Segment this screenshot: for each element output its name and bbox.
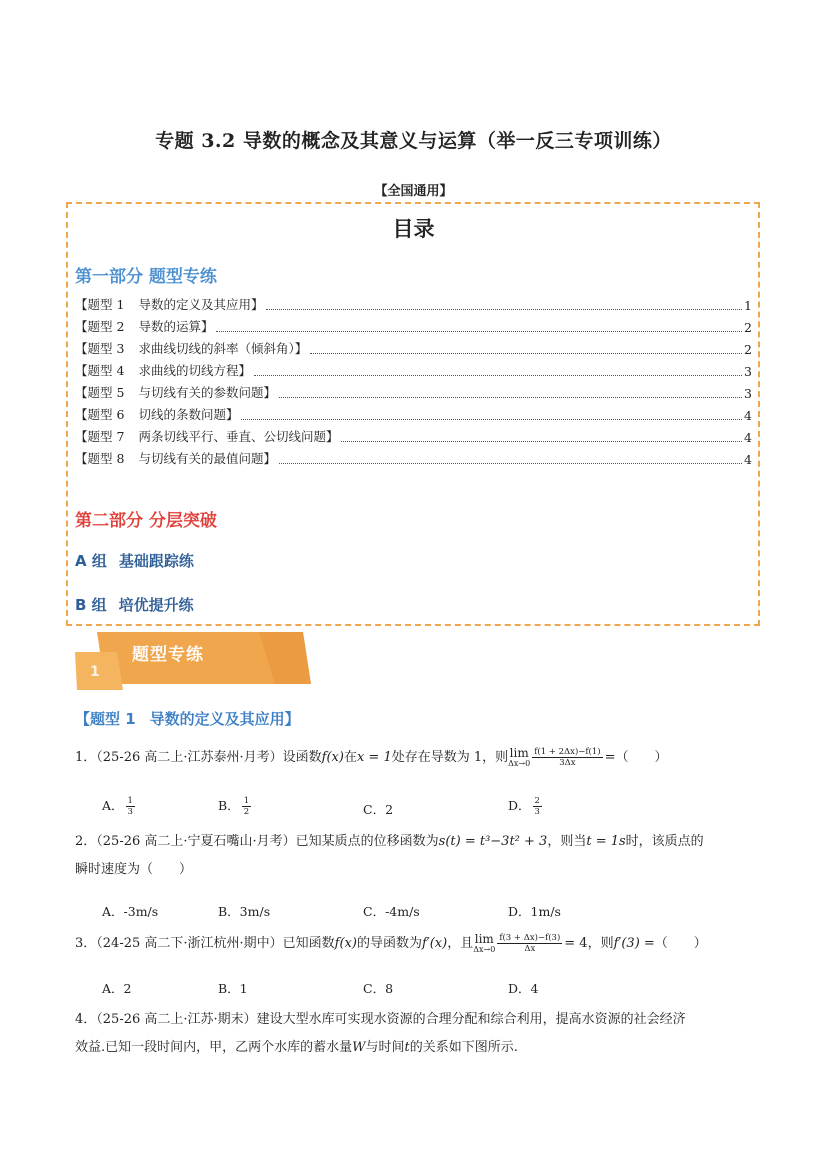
toc-group-b[interactable] (75, 594, 194, 615)
q1-suffix: =（ ） (604, 750, 668, 765)
group-a-text: 基础跟踪练 (118, 552, 194, 570)
q1-cond: x = 1 (356, 750, 392, 765)
toc-item-tag: 【题型 8 (75, 451, 125, 466)
toc-item-text: 与切线有关的参数问题】 (138, 385, 276, 400)
q2-line2: 瞬时速度为（ ） (75, 862, 193, 877)
q3-limit (473, 933, 495, 954)
q1-option-a[interactable] (102, 796, 137, 817)
option-fraction (126, 796, 135, 817)
q3-fp3: f′(3) = (613, 936, 655, 951)
toc-item-page: 2 (744, 320, 752, 335)
q1-fx: f(x) (321, 750, 344, 765)
toc-leader (279, 462, 742, 464)
frac-den: 3 (127, 807, 133, 817)
q4-var-w: W (352, 1040, 366, 1055)
q3-fpx: f′(x) (421, 936, 448, 951)
toc-item-tag: 【题型 6 (75, 407, 125, 422)
toc-leader (310, 352, 742, 354)
q4-line2-c: 的关系如下图所示. (409, 1040, 518, 1055)
toc-item-text: 两条切线平行、垂直、公切线问题】 (138, 429, 339, 444)
question-1 (75, 744, 765, 772)
toc-leader (279, 396, 742, 398)
toc-item[interactable] (75, 339, 752, 357)
q3-fx: f(x) (334, 936, 357, 951)
toc-item-page: 4 (744, 430, 752, 445)
toc-item[interactable] (75, 317, 752, 335)
toc-item[interactable] (75, 427, 752, 445)
toc-item-text: 与切线有关的最值问题】 (138, 451, 276, 466)
q2-cond: t = 1s (586, 834, 626, 849)
toc-item-text: 导数的运算】 (138, 319, 214, 334)
page-title: 专题 3.2 导数的概念及其意义与运算（举一反三专项训练） (155, 130, 672, 152)
q2-option-c[interactable]: C．-4m/s (363, 904, 420, 919)
q2-option-b[interactable]: B．3m/s (218, 904, 271, 919)
q1-option-c[interactable] (363, 800, 393, 818)
q4-var-t: t (404, 1040, 410, 1055)
toc-item[interactable] (75, 449, 752, 467)
toc-item-page: 4 (744, 452, 752, 467)
toc-item-tag: 【题型 3 (75, 341, 125, 356)
toc-heading: 目录 (392, 217, 435, 241)
option-letter: A． (102, 798, 124, 813)
q4-line2-b: 与时间 (365, 1040, 405, 1055)
option-fraction (533, 796, 542, 817)
toc-item-page: 2 (744, 342, 752, 357)
q1-option-b[interactable] (218, 796, 253, 817)
toc-leader (266, 308, 742, 310)
toc-group-a[interactable] (75, 550, 194, 571)
q3-eq: = 4 (564, 936, 588, 951)
q1-frac-den: 3Δx (559, 758, 576, 768)
q3-fraction (497, 933, 562, 954)
toc-item[interactable] (75, 295, 752, 313)
frac-num: 1 (243, 796, 250, 806)
frac-num: 1 (127, 796, 133, 806)
q3-mid1: 的导函数为 (356, 936, 422, 951)
q3-frac-den: Δx (524, 944, 536, 954)
toc-item-text: 求曲线切线的斜率（倾斜角）】 (138, 341, 308, 356)
option-text: 2 (385, 802, 394, 817)
q4-line1: 4．（25-26 高二上·江苏·期末）建设大型水库可实现水资源的合理分配和综合利用，提高水资源的社会经济 (75, 1012, 686, 1027)
q2-suffix: 时，该质点的 (625, 834, 704, 849)
banner-number: 1 (90, 664, 100, 680)
toc-item-page: 4 (744, 408, 752, 423)
q3-option-c[interactable]: C．8 (363, 981, 394, 996)
toc-part2-heading: 第二部分 分层突破 (75, 511, 217, 531)
toc-part1-heading: 第一部分 题型专练 (75, 267, 217, 287)
toc-item-page: 1 (744, 298, 752, 313)
q3-frac-num: f(3 + Δx)−f(3) (499, 933, 561, 943)
q2-mid: ，则当 (547, 834, 587, 849)
q3-option-d[interactable]: D．4 (508, 981, 539, 996)
group-b-text: 培优提升练 (118, 596, 194, 614)
toc-item-text: 求曲线的切线方程】 (138, 363, 251, 378)
toc-item-tag: 【题型 7 (75, 429, 125, 444)
frac-num: 2 (534, 796, 540, 806)
option-fraction (242, 796, 251, 817)
frac-den: 2 (243, 807, 250, 817)
section-text: 导数的定义及其应用】 (149, 710, 300, 728)
toc-leader (241, 418, 742, 420)
toc-item-tag: 【题型 4 (75, 363, 125, 378)
toc-item-tag: 【题型 5 (75, 385, 125, 400)
q2-prefix: 2．（25-26 高二上·宁夏石嘴山·月考）已知某质点的位移函数为 (75, 834, 439, 849)
q3-lim-word: lim (474, 932, 494, 946)
q4-line2-a: 效益.已知一段时间内，甲，乙两个水库的蓄水量 (75, 1040, 353, 1055)
toc-item-page: 3 (744, 386, 752, 401)
q1-fraction (532, 747, 602, 768)
q2-formula: s(t) = t³−3t² + 3 (438, 834, 548, 849)
q3-mid3: ，则 (587, 936, 614, 951)
toc-item-tag: 【题型 2 (75, 319, 125, 334)
q3-option-a[interactable]: A．2 (102, 981, 132, 996)
q1-prefix: 1．（25-26 高二上·江苏泰州·月考）设函数 (75, 750, 322, 765)
toc-leader (216, 330, 742, 332)
frac-den: 3 (534, 807, 540, 817)
toc-item-tag: 【题型 1 (75, 297, 125, 312)
toc-item-text: 切线的条数问题】 (138, 407, 239, 422)
q1-mid1: 在 (343, 750, 357, 765)
q2-option-d[interactable]: D．1m/s (508, 904, 561, 919)
q3-prefix: 3．（24-25 高二下·浙江杭州·期中）已知函数 (75, 936, 335, 951)
group-a-tag: A 组 (75, 552, 107, 570)
question-4 (75, 1006, 765, 1062)
option-letter: B． (218, 798, 240, 813)
q1-lim-word: lim (509, 746, 529, 760)
toc-leader (341, 440, 742, 442)
toc-item-page: 3 (744, 364, 752, 379)
q1-mid2: 处存在导数为 1，则 (391, 750, 509, 765)
q3-lim-sub: Δx→0 (473, 945, 496, 954)
banner-label: 题型专练 (132, 645, 204, 665)
section-tag: 【题型 1 (75, 710, 136, 728)
q1-limit (508, 747, 530, 768)
option-letter: D． (508, 798, 531, 813)
toc-item[interactable] (75, 383, 752, 401)
option-letter: C． (363, 802, 386, 817)
q1-lim-sub: Δx→0 (508, 759, 531, 768)
q1-frac-num: f(1 + 2Δx)−f(1) (534, 747, 601, 757)
q3-option-b[interactable]: B．1 (218, 981, 248, 996)
page-subtitle: 【全国通用】 (374, 184, 453, 199)
q2-option-a[interactable]: A．-3m/s (102, 904, 159, 919)
question-2 (75, 828, 765, 884)
group-b-tag: B 组 (75, 596, 107, 614)
q1-option-d[interactable] (508, 796, 544, 817)
q3-mid2: ，且 (447, 936, 474, 951)
section-heading (75, 708, 300, 729)
toc-leader (254, 374, 742, 376)
toc-item[interactable] (75, 405, 752, 423)
question-3 (75, 930, 765, 958)
toc-item-text: 导数的定义及其应用】 (138, 297, 264, 312)
toc-item[interactable] (75, 361, 752, 379)
q3-suffix: （ ） (654, 936, 707, 951)
